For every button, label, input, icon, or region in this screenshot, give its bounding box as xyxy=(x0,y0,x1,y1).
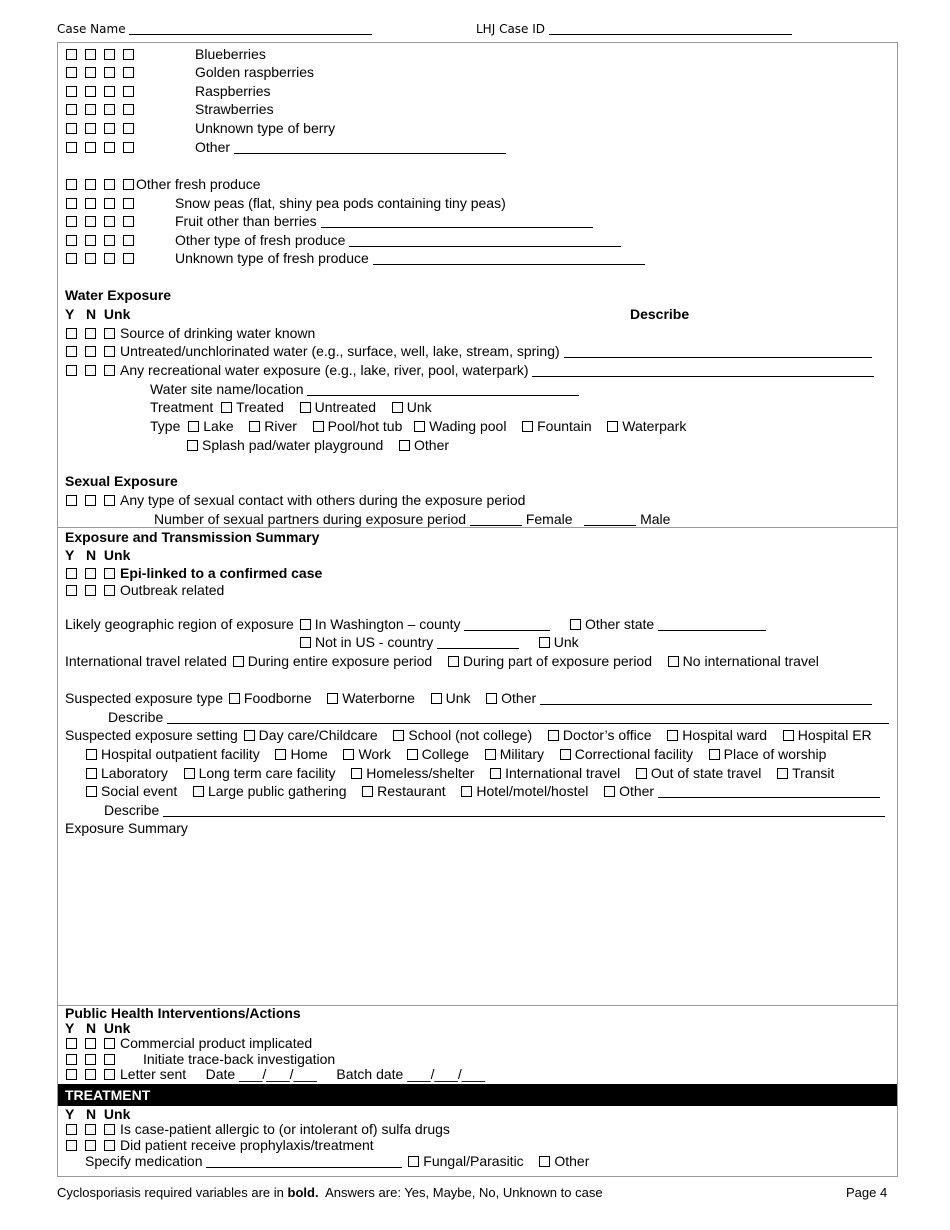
checkbox-unk[interactable] xyxy=(123,198,134,209)
letter-date-input[interactable]: ___/___/___ xyxy=(239,1066,317,1082)
checkbox-wading-pool[interactable] xyxy=(414,421,425,432)
intl-travel-row: International travel related During entire exposure period During part of exposure period No international travel xyxy=(65,653,819,669)
produce-other-input[interactable] xyxy=(349,234,621,247)
produce-row-other xyxy=(66,232,346,248)
checkbox-fungal-parasitic[interactable] xyxy=(408,1156,419,1167)
exposure-summary-area[interactable] xyxy=(65,840,890,1000)
checkbox-waterborne[interactable] xyxy=(327,693,338,704)
checkbox-n[interactable] xyxy=(85,1054,96,1065)
produce-label: Snow peas (flat, shiny pea pods containing tiny peas) xyxy=(175,195,506,211)
produce-row-unknown xyxy=(66,250,369,266)
setting-row4: Social event Large public gathering Restaurant Hotel/motel/hostel Other xyxy=(86,783,880,799)
produce-fruit-input[interactable] xyxy=(321,215,593,228)
lhj-case-id-field xyxy=(476,22,792,36)
checkbox-y[interactable] xyxy=(66,67,77,78)
checkbox-m[interactable] xyxy=(85,253,96,264)
checkbox-unk[interactable] xyxy=(123,49,134,60)
treatment-q2: Did patient receive prophylaxis/treatment xyxy=(66,1138,374,1153)
setting-describe-row: Describe xyxy=(104,802,885,818)
checkbox-treated[interactable] xyxy=(221,402,232,413)
water-q2-describe-input[interactable] xyxy=(564,345,872,358)
type-describe-input[interactable] xyxy=(167,711,889,724)
checkbox-y[interactable] xyxy=(66,346,77,357)
checkbox-home[interactable] xyxy=(275,749,286,760)
water-q1: Source of drinking water known xyxy=(66,325,315,341)
checkbox-y[interactable] xyxy=(66,585,77,596)
checkbox-region-unk[interactable] xyxy=(539,637,550,648)
checkbox-type-unk[interactable] xyxy=(431,693,442,704)
checkbox-doctors-office[interactable] xyxy=(548,730,559,741)
checkbox-large-gathering[interactable] xyxy=(193,786,204,797)
checkbox-m[interactable] xyxy=(85,235,96,246)
water-title: Water Exposure xyxy=(65,287,172,303)
yn-header: Y N Unk xyxy=(65,1020,131,1036)
checkbox-unk[interactable] xyxy=(123,253,134,264)
describe-header: Describe xyxy=(630,306,690,322)
berry-row-other xyxy=(66,139,231,155)
berry-row-golden-raspberries xyxy=(66,64,315,80)
water-q3-describe-input[interactable] xyxy=(532,364,874,377)
checkbox-unk[interactable] xyxy=(123,104,134,115)
phi-q2: Initiate trace-back investigation xyxy=(66,1052,335,1067)
checkbox-m[interactable] xyxy=(85,179,96,190)
checkbox-unk[interactable] xyxy=(104,346,115,357)
summary-q2: Outbreak related xyxy=(66,582,224,598)
checkbox-y[interactable] xyxy=(66,142,77,153)
yn-header: Y N Unk xyxy=(65,547,131,563)
checkbox-n[interactable] xyxy=(85,1124,96,1135)
checkbox-n[interactable] xyxy=(104,235,115,246)
exposure-summary-label: Exposure Summary xyxy=(65,820,188,836)
checkbox-place-of-worship[interactable] xyxy=(709,749,720,760)
checkbox-hospital-er[interactable] xyxy=(783,730,794,741)
checkbox-y[interactable] xyxy=(66,1124,77,1135)
checkbox-n[interactable] xyxy=(104,49,115,60)
checkbox-y[interactable] xyxy=(66,216,77,227)
berry-label: Golden raspberries xyxy=(195,64,315,80)
checkbox-y[interactable] xyxy=(66,179,77,190)
exposure-type-row: Suspected exposure type Foodborne Waterborne Unk Other xyxy=(65,690,872,706)
type-other-input[interactable] xyxy=(540,692,872,705)
phi-q1: Commercial product implicated xyxy=(66,1036,312,1051)
checkbox-untreated[interactable] xyxy=(300,402,311,413)
sexual-partners-row: Number of sexual partners during exposure period Female Male xyxy=(154,511,671,527)
checkbox-med-other[interactable] xyxy=(539,1156,550,1167)
case-name-label: Case Name xyxy=(57,22,126,36)
checkbox-hotel[interactable] xyxy=(461,786,472,797)
produce-group-label: Other fresh produce xyxy=(136,176,261,192)
berry-label: Other xyxy=(195,139,506,155)
footer-note: Cyclosporiasis required variables are in bold. Answers are: Yes, Maybe, No, Unknown to case xyxy=(57,1185,603,1200)
region-row2: Not in US - country Unk xyxy=(300,634,579,650)
checkbox-unk[interactable] xyxy=(123,235,134,246)
checkbox-unk[interactable] xyxy=(104,1140,115,1151)
phi-q3: Letter sent Date ___/___/___ Batch date ___/___/___ xyxy=(66,1067,485,1082)
water-q2: Untreated/unchlorinated water (e.g., surface, well, lake, stream, spring) xyxy=(66,343,872,359)
setting-other-input[interactable] xyxy=(658,785,880,798)
yn-header: Y N Unk xyxy=(65,306,131,322)
checkbox-hospital-outpatient[interactable] xyxy=(86,749,97,760)
male-partners-input[interactable] xyxy=(584,513,636,526)
checkbox-m[interactable] xyxy=(85,67,96,78)
checkbox-unk[interactable] xyxy=(104,585,115,596)
checkbox-unk[interactable] xyxy=(123,216,134,227)
checkbox-y[interactable] xyxy=(66,235,77,246)
produce-row-fruit xyxy=(66,213,317,229)
produce-label: Fruit other than berries xyxy=(175,213,593,229)
checkbox-hospital-ward[interactable] xyxy=(667,730,678,741)
checkbox-y[interactable] xyxy=(66,253,77,264)
phi-title: Public Health Interventions/Actions xyxy=(65,1005,301,1021)
checkbox-y[interactable] xyxy=(66,365,77,376)
batch-date-input[interactable]: ___/___/___ xyxy=(407,1066,486,1082)
checkbox-y[interactable] xyxy=(66,495,77,506)
checkbox-y[interactable] xyxy=(66,1038,77,1049)
setting-row2: Hospital outpatient facility Home Work College Military Correctional facility Place of worship xyxy=(86,746,826,762)
checkbox-n[interactable] xyxy=(85,568,96,579)
checkbox-m[interactable] xyxy=(85,123,96,134)
checkbox-long-term-care[interactable] xyxy=(184,768,195,779)
checkbox-n[interactable] xyxy=(85,1140,96,1151)
checkbox-type-other[interactable] xyxy=(486,693,497,704)
region-row: Likely geographic region of exposure In Washington – county Other state xyxy=(65,616,766,632)
medication-input[interactable] xyxy=(206,1155,402,1168)
water-site-input[interactable] xyxy=(307,383,579,396)
checkbox-n[interactable] xyxy=(85,1038,96,1049)
berry-label: Blueberries xyxy=(195,46,266,62)
checkbox-y[interactable] xyxy=(66,328,77,339)
berry-row-raspberries xyxy=(66,83,271,99)
berry-other-input[interactable] xyxy=(234,141,506,154)
checkbox-international-travel[interactable] xyxy=(490,768,501,779)
yn-header: Y N Unk xyxy=(65,1106,131,1122)
checkbox-intl-none[interactable] xyxy=(668,656,679,667)
checkbox-transit[interactable] xyxy=(777,768,788,779)
water-q3: Any recreational water exposure (e.g., lake, river, pool, waterpark) xyxy=(66,362,874,378)
checkbox-y[interactable] xyxy=(66,1054,77,1065)
checkbox-other-state[interactable] xyxy=(570,619,581,630)
water-type-row2: Splash pad/water playground Other xyxy=(187,437,449,453)
female-partners-input[interactable] xyxy=(470,513,522,526)
case-name-input[interactable] xyxy=(129,22,372,35)
checkbox-correctional[interactable] xyxy=(560,749,571,760)
checkbox-unk[interactable] xyxy=(104,1038,115,1049)
checkbox-military[interactable] xyxy=(485,749,496,760)
checkbox-unk[interactable] xyxy=(104,1069,115,1080)
medication-row: Specify medication Fungal/Parasitic Other xyxy=(85,1153,590,1169)
type-describe-row: Describe xyxy=(108,709,889,725)
water-type-row: Type Lake River Pool/hot tub Wading pool Fountain Waterpark xyxy=(150,418,687,434)
checkbox-y[interactable] xyxy=(66,198,77,209)
checkbox-y[interactable] xyxy=(66,123,77,134)
checkbox-college[interactable] xyxy=(407,749,418,760)
other-state-input[interactable] xyxy=(658,618,766,631)
berry-row-strawberries xyxy=(66,101,274,117)
checkbox-not-us[interactable] xyxy=(300,637,311,648)
berry-row-blueberries xyxy=(66,46,266,62)
checkbox-washington[interactable] xyxy=(300,619,311,630)
checkbox-treatment-unk[interactable] xyxy=(392,402,403,413)
sexual-q1: Any type of sexual contact with others during the exposure period xyxy=(66,492,525,508)
checkbox-n[interactable] xyxy=(104,104,115,115)
water-site-row: Water site name/location xyxy=(150,381,579,397)
country-input[interactable] xyxy=(437,636,519,649)
checkbox-n[interactable] xyxy=(85,1069,96,1080)
checkbox-n[interactable] xyxy=(85,495,96,506)
checkbox-lake[interactable] xyxy=(188,421,199,432)
checkbox-y[interactable] xyxy=(66,568,77,579)
page-number: Page 4 xyxy=(846,1185,888,1200)
checkbox-out-of-state[interactable] xyxy=(636,768,647,779)
checkbox-unk[interactable] xyxy=(104,495,115,506)
lhj-case-id-label: LHJ Case ID xyxy=(476,22,546,36)
treatment-q1: Is case-patient allergic to (or intolerant of) sulfa drugs xyxy=(66,1122,450,1137)
produce-label: Unknown type of fresh produce xyxy=(175,250,645,266)
checkbox-laboratory[interactable] xyxy=(86,768,97,779)
produce-label: Other type of fresh produce xyxy=(175,232,621,248)
checkbox-homeless[interactable] xyxy=(351,768,362,779)
checkbox-work[interactable] xyxy=(343,749,354,760)
section-divider xyxy=(57,527,898,528)
checkbox-foodborne[interactable] xyxy=(229,693,240,704)
checkbox-n[interactable] xyxy=(85,328,96,339)
checkbox-m[interactable] xyxy=(85,104,96,115)
checkbox-unk[interactable] xyxy=(104,328,115,339)
checkbox-m[interactable] xyxy=(85,142,96,153)
summary-title: Exposure and Transmission Summary xyxy=(65,529,320,545)
checkbox-unk[interactable] xyxy=(123,142,134,153)
produce-row-snow-peas xyxy=(66,195,506,211)
sexual-title: Sexual Exposure xyxy=(65,473,178,489)
checkbox-n[interactable] xyxy=(85,365,96,376)
berry-row-unknown xyxy=(66,120,336,136)
setting-row1: Suspected exposure setting Day care/Childcare School (not college) Doctor’s office Hospital ward Hospital ER xyxy=(65,727,872,743)
checkbox-m[interactable] xyxy=(85,86,96,97)
checkbox-n[interactable] xyxy=(104,198,115,209)
checkbox-n[interactable] xyxy=(85,585,96,596)
berry-label: Strawberries xyxy=(195,101,274,117)
checkbox-m[interactable] xyxy=(85,49,96,60)
checkbox-n[interactable] xyxy=(104,67,115,78)
checkbox-unk[interactable] xyxy=(104,1124,115,1135)
checkbox-m[interactable] xyxy=(85,198,96,209)
checkbox-unk[interactable] xyxy=(104,1054,115,1065)
checkbox-n[interactable] xyxy=(104,179,115,190)
checkbox-daycare[interactable] xyxy=(244,730,255,741)
checkbox-y[interactable] xyxy=(66,1069,77,1080)
checkbox-water-other[interactable] xyxy=(399,440,410,451)
checkbox-river[interactable] xyxy=(249,421,260,432)
lhj-case-id-input[interactable] xyxy=(549,22,792,35)
checkbox-pool[interactable] xyxy=(313,421,324,432)
checkbox-n[interactable] xyxy=(85,346,96,357)
berry-label: Unknown type of berry xyxy=(195,120,336,136)
checkbox-unk[interactable] xyxy=(123,67,134,78)
checkbox-n[interactable] xyxy=(104,253,115,264)
checkbox-y[interactable] xyxy=(66,86,77,97)
checkbox-intl-entire[interactable] xyxy=(233,656,244,667)
checkbox-unk[interactable] xyxy=(104,568,115,579)
checkbox-restaurant[interactable] xyxy=(362,786,373,797)
checkbox-unk[interactable] xyxy=(123,179,134,190)
checkbox-unk[interactable] xyxy=(123,86,134,97)
checkbox-social-event[interactable] xyxy=(86,786,97,797)
checkbox-unk[interactable] xyxy=(104,365,115,376)
produce-group-row xyxy=(66,176,261,192)
checkbox-splash-pad[interactable] xyxy=(187,440,198,451)
checkbox-y[interactable] xyxy=(66,49,77,60)
county-input[interactable] xyxy=(464,618,550,631)
checkbox-m[interactable] xyxy=(85,216,96,227)
setting-row3: Laboratory Long term care facility Homeless/shelter International travel Out of state travel Transit xyxy=(86,765,834,781)
checkbox-y[interactable] xyxy=(66,1140,77,1151)
checkbox-setting-other[interactable] xyxy=(604,786,615,797)
checkbox-y[interactable] xyxy=(66,104,77,115)
checkbox-waterpark[interactable] xyxy=(607,421,618,432)
checkbox-n[interactable] xyxy=(104,86,115,97)
summary-q1: Epi-linked to a confirmed case xyxy=(66,565,322,581)
berry-label: Raspberries xyxy=(195,83,271,99)
setting-describe-input[interactable] xyxy=(163,804,885,817)
produce-unknown-input[interactable] xyxy=(373,252,645,265)
checkbox-n[interactable] xyxy=(104,216,115,227)
water-treatment-row: Treatment Treated Untreated Unk xyxy=(150,399,432,415)
checkbox-intl-part[interactable] xyxy=(448,656,459,667)
checkbox-unk[interactable] xyxy=(123,123,134,134)
checkbox-fountain[interactable] xyxy=(522,421,533,432)
treatment-header: TREATMENT xyxy=(58,1084,897,1106)
checkbox-school[interactable] xyxy=(393,730,404,741)
case-name-field xyxy=(57,22,372,36)
checkbox-n[interactable] xyxy=(104,142,115,153)
checkbox-n[interactable] xyxy=(104,123,115,134)
